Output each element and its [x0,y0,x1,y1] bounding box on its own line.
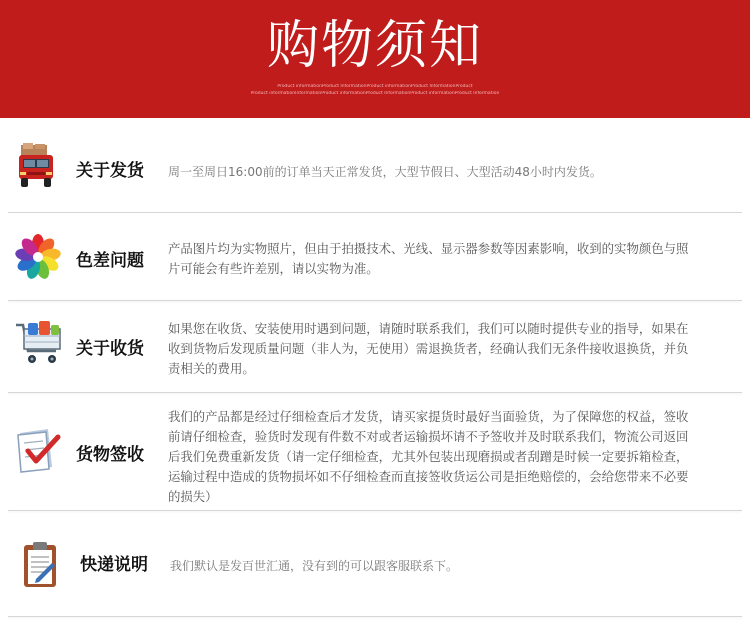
section-title: 色差问题 [76,251,144,271]
banner-subtitle: Product informationProduct InformationProduct informationProduct InformationProduct [277,84,473,89]
section-text: 我们的产品都是经过仔细检查后才发货，请买家提货时最好当面验货，为了保障您的权益，签收前请仔细检查，验货时发现有件数不对或者运输损坏请不予签收并及时联系我们，物流公司返回后我们免费重新发货（请一定仔细检查，尤其外包装出现磨损或者刮蹭是时候一定要拆箱检查，运输过程中造成的货物损坏如不仔细检查而直接签收货运公司是拒绝赔偿的，会给您带来不必要的损失） [168,409,689,504]
header-banner [0,0,750,118]
section-divider [8,300,742,301]
section-divider [8,392,742,393]
banner-subtitle: Product informationInformationProduct informationProduct InformationProduct informationProduct Information [250,91,500,96]
section-title: 关于收货 [76,339,144,359]
section-text: 产品图片均为实物照片，但由于拍摄技术、光线、显示器参数等因素影响，收到的实物颜色与照片可能会有些许差别，请以实物为准。 [168,241,689,276]
page-title: 购物须知 [266,16,483,76]
section-text: 如果您在收货、安装使用时遇到问题，请随时联系我们，我们可以随时提供专业的指导，如果在收到货物后发现质量问题（非人为，无使用）需退换货者，经确认我们无条件接收退换货，并负责相关的费用。 [168,321,689,376]
section-divider [8,212,742,213]
color-wheel-icon [15,234,61,280]
section-title: 快递说明 [80,555,148,575]
truck-icon [15,143,59,191]
section-text: 我们默认是发百世汇通，没有到的可以跟客服联系下。 [170,559,459,573]
section-divider [8,510,742,511]
section-text: 周一至周日16:00前的订单当天正常发货，大型节假日、大型活动48小时内发货。 [168,165,602,179]
section-title: 货物签收 [76,445,144,465]
section-divider [8,616,742,617]
shopping-cart-icon [14,321,64,367]
checklist-icon [14,427,64,475]
clipboard-icon [22,541,58,589]
section-title: 关于发货 [76,161,144,181]
